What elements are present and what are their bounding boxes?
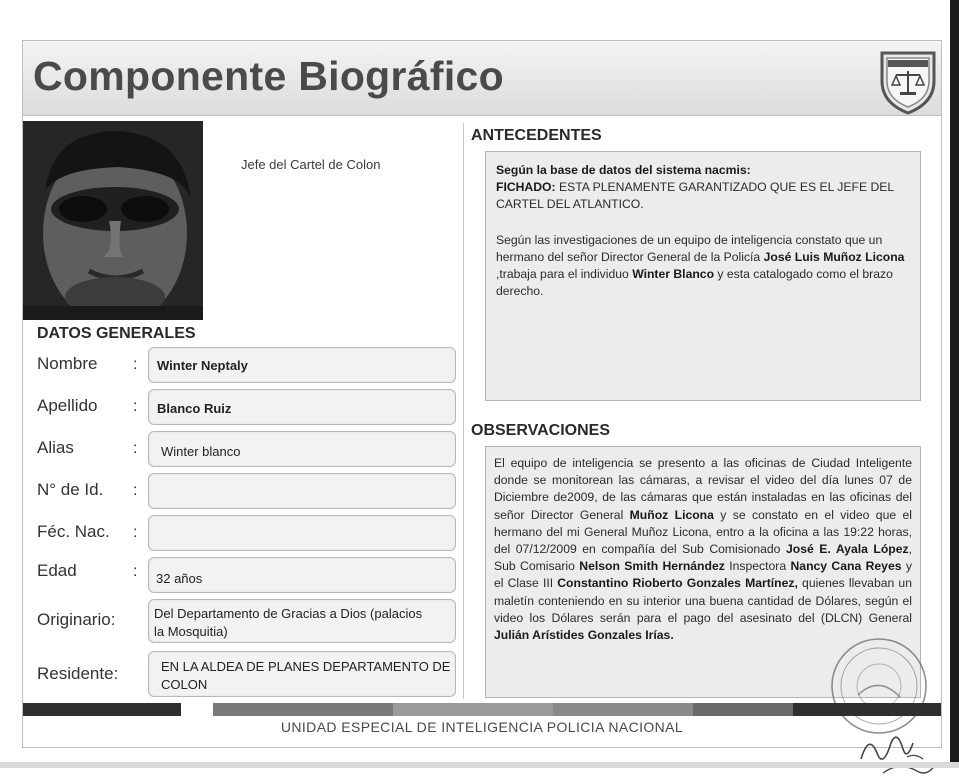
colon: : — [133, 440, 138, 457]
value-originario-line1: Del Departamento de Gracias a Dios (palacios — [154, 606, 423, 621]
antecedentes-heading: ANTECEDENTES — [471, 127, 602, 144]
label-apellido: Apellido — [37, 396, 98, 415]
footer-bar — [23, 703, 941, 716]
value-nombre: Winter Neptaly — [157, 358, 248, 373]
value-edad: 32 años — [156, 571, 203, 586]
footer-text: UNIDAD ESPECIAL DE INTELIGENCIA POLICIA NACIONAL — [280, 719, 684, 735]
obs-name-5: Constantino Rioberto Gonzales Martínez, — [557, 576, 798, 591]
profile-photo — [23, 121, 203, 320]
datos-generales-heading: DATOS GENERALES — [37, 325, 196, 342]
police-shield-icon — [876, 45, 940, 115]
biographic-sheet — [22, 40, 942, 748]
field-edad — [148, 557, 456, 593]
field-apellido — [148, 389, 456, 425]
antecedentes-name-1: José Luis Muñoz Licona — [763, 249, 905, 264]
header-banner — [23, 41, 941, 116]
obs-name-1: Muñoz Licona — [629, 507, 714, 522]
antecedentes-intro: Según la base de datos del sistema nacmis: — [496, 163, 751, 177]
obs-text-3: , Sub Comisario — [494, 542, 912, 574]
antecedentes-text-b: ,trabaja para el individuo — [496, 267, 633, 282]
value-apellido: Blanco Ruiz — [157, 401, 232, 416]
field-alias — [148, 431, 456, 467]
value-originario-line2: la Mosquitia) — [154, 624, 228, 639]
scan-edge-right — [950, 0, 959, 768]
obs-text-5: y el Clase III — [494, 559, 912, 591]
handwritten-signature-icon — [843, 713, 943, 783]
antecedentes-text-a: Según las investigaciones de un equipo de inteligencia constato que un hermano del señor Director General de la Policía — [496, 232, 883, 264]
antecedentes-box — [485, 151, 921, 401]
label-alias: Alias — [37, 438, 74, 457]
colon: : — [133, 356, 138, 373]
label-numero-id: N° de Id. — [37, 480, 104, 499]
obs-name-6: Julián Arístides Gonzales Irías. — [494, 628, 674, 643]
obs-name-3: Nelson Smith Hernández — [579, 559, 725, 574]
colon: : — [133, 524, 138, 541]
value-residente-line1: EN LA ALDEA DE PLANES DEPARTAMENTO DE — [161, 659, 451, 674]
antecedentes-text-c: y esta catalogado como el brazo derecho. — [496, 267, 893, 299]
colon: : — [133, 563, 138, 580]
label-residente: Residente: — [37, 664, 119, 683]
photo-caption: Jefe del Cartel de Colon — [241, 157, 381, 172]
obs-text-4: Inspectora — [724, 559, 791, 574]
antecedentes-name-2: Winter Blanco — [632, 267, 715, 282]
page-title: Componente Biográfico — [33, 53, 504, 99]
field-fecha-nacimiento — [148, 515, 456, 551]
field-nombre — [148, 347, 456, 383]
field-originario — [148, 599, 456, 643]
field-residente — [148, 651, 456, 697]
colon: : — [133, 482, 138, 499]
value-alias: Winter blanco — [161, 444, 241, 459]
fichado-text: ESTA PLENAMENTE GARANTIZADO QUE ES EL JEFE DEL CARTEL DEL ATLANTICO. — [496, 180, 894, 212]
column-divider — [463, 123, 464, 699]
obs-text-1: El equipo de inteligencia se presento a las oficinas de Ciudad Inteligente donde se monitorean las cámaras, a revisar el video del día lunes 07 de Diciembre de2009, de las cámaras que están instaladas en las oficinas del señor Director General — [494, 456, 912, 522]
obs-text-2: y se constato en el video que el hermano del mi General Muñoz Licona, entro a la oficina a las 19:22 horas, del 07/12/2009 en compañía del Sub Comisionado — [494, 507, 912, 557]
scan-edge-bottom — [0, 762, 959, 768]
observaciones-heading: OBSERVACIONES — [471, 422, 610, 439]
label-nombre: Nombre — [37, 354, 98, 373]
field-numero-id — [148, 473, 456, 509]
label-edad: Edad — [37, 561, 77, 580]
fichado-label: FICHADO: — [496, 180, 556, 195]
colon: : — [133, 398, 138, 415]
obs-name-4: Nancy Cana Reyes — [790, 559, 902, 574]
value-residente-line2: COLON — [161, 677, 208, 692]
label-fecha-nacimiento: Féc. Nac. — [37, 522, 110, 541]
obs-name-2: José E. Ayala López — [785, 542, 909, 557]
label-originario: Originario: — [37, 610, 116, 629]
obs-text-6: quienes llevaban un maletín conteniendo en su interior una buena cantidad de Dólares, según el video los Dólares serán para el pago del asesinato del (DLCN) General — [494, 576, 912, 625]
